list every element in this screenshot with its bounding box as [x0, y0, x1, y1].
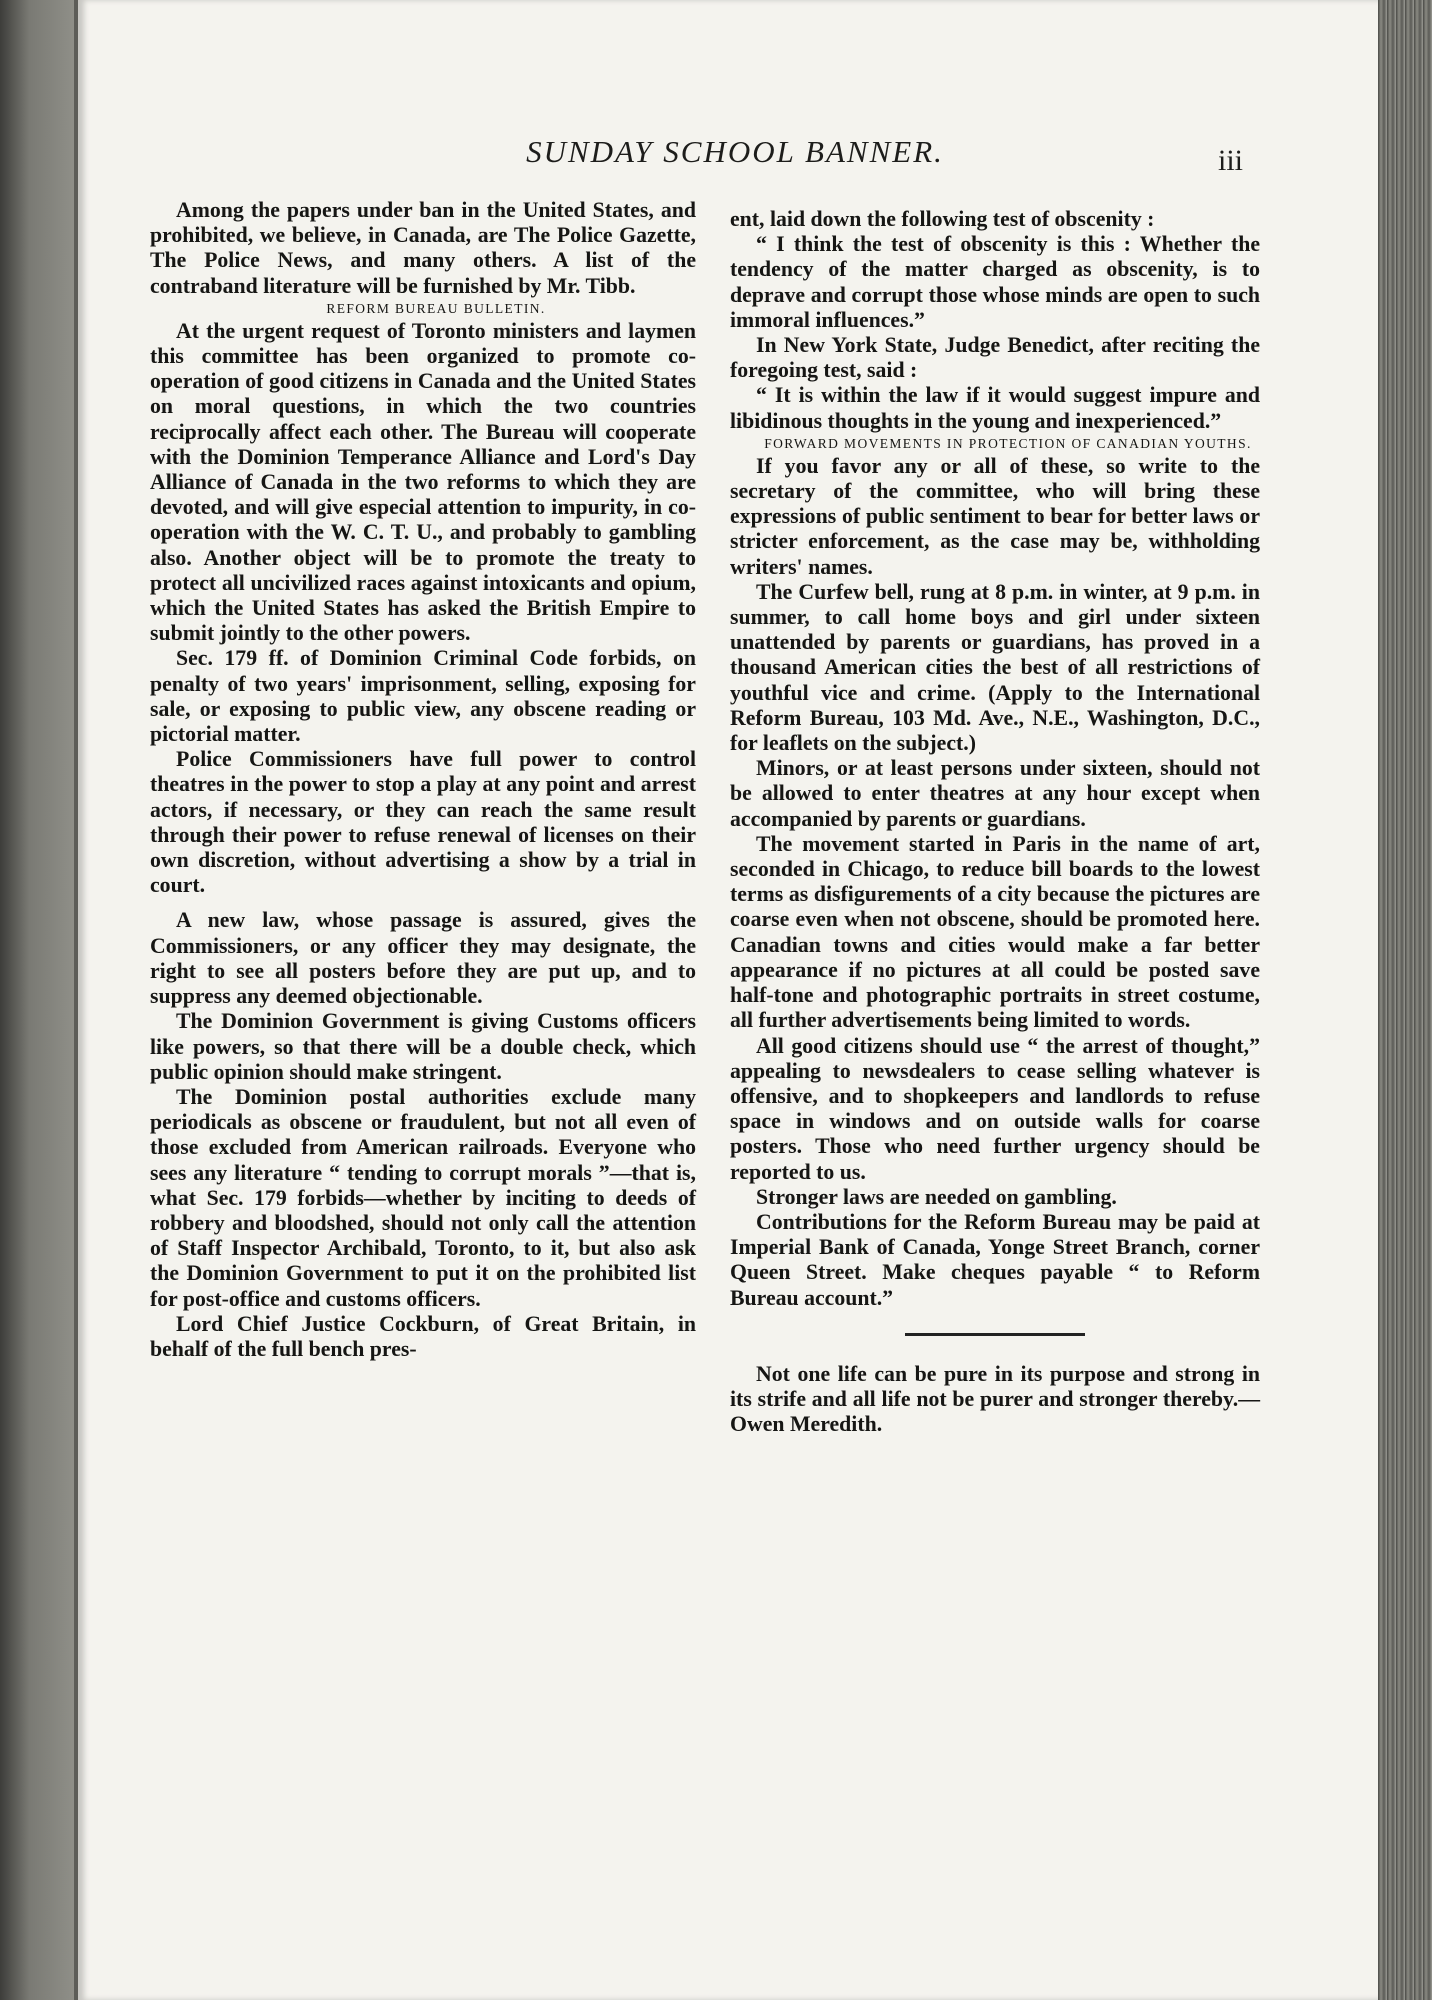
- binding-strip: [0, 0, 74, 2000]
- paragraph: Stronger laws are needed on gambling.: [756, 1184, 1117, 1209]
- closing-quote: Not one life can be pure in its purpose and strong in its strife and all life not be purer and stronger thereby.—Owen Meredith.: [730, 1361, 1260, 1437]
- running-title: SUNDAY SCHOOL BANNER.: [526, 134, 944, 169]
- paragraph: Among the papers under ban in the United States, and prohibited, we believe, in Canada, are The Police Gazette, The Police News, and many others. A list of the contraband literature will be furnished by Mr. Tibb.: [150, 198, 696, 298]
- left-column: [150, 198, 696, 1362]
- paragraph: “ It is within the law if it would suggest impure and libidinous thoughts in the young and inexperienced.”: [730, 383, 1260, 433]
- paragraph: The movement started in Paris in the name of art, seconded in Chicago, to reduce bill boards to the lowest terms as disfigurements of a city because the pictures are coarse even when not obscene, should be promoted here. Canadian towns and cities would make a far better appearance if no pictures at all could be posted save half-tone and photographic portraits in street costume, all further advertisements being limited to words.: [730, 831, 1260, 1033]
- paragraph: All good citizens should use “ the arrest of thought,” appealing to newsdealers to cease selling whatever is offensive, and to shopkeepers and landlords to refuse space in windows and on outside walls for coarse posters. Those who need further urgency should be reported to us.: [730, 1033, 1260, 1184]
- paragraph: ent, laid down the following test of obscenity :: [730, 207, 1155, 231]
- right-column: [730, 207, 1260, 1437]
- section-heading-forward-movements: FORWARD MOVEMENTS IN PROTECTION OF CANADIAN YOUTHS.: [764, 435, 1252, 451]
- paragraph: Contributions for the Reform Bureau may be paid at Imperial Bank of Canada, Yonge Street Branch, corner Queen Street. Make cheques payable “ to Reform Bureau account.”: [730, 1209, 1260, 1310]
- paragraph: Minors, or at least persons under sixteen, should not be allowed to enter theatres at any hour except when accompanied by parents or guardians.: [730, 756, 1260, 831]
- paragraph: A new law, whose passage is assured, gives the Commissioners, or any officer they may designate, the right to see all posters before they are put up, and to suppress any deemed objectionable.: [150, 908, 696, 1009]
- section-heading-reform-bureau: REFORM BUREAU BULLETIN.: [326, 300, 546, 316]
- page-number: iii: [1218, 144, 1244, 177]
- paragraph: The Dominion Government is giving Customs officers like powers, so that there will be a double check, which public opinion should make stringent.: [150, 1009, 696, 1084]
- paragraph: In New York State, Judge Benedict, after reciting the foregoing test, said :: [730, 333, 1260, 383]
- paragraph: The Curfew bell, rung at 8 p.m. in winter, at 9 p.m. in summer, to call home boys and girl under sixteen unattended by parents or guardians, has proved in a thousand American cities the best of all restrictions of youthful vice and crime. (Apply to the International Reform Bureau, 103 Md. Ave., N.E., Washington, D.C., for leaflets on the subject.): [730, 579, 1260, 756]
- page-edge-stack: [1378, 0, 1432, 2000]
- paragraph: Lord Chief Justice Cockburn, of Great Britain, in behalf of the full bench pres-: [150, 1311, 696, 1361]
- divider-rule: [905, 1333, 1085, 1336]
- paragraph: At the urgent request of Toronto ministers and laymen this committee has been organized to promote co-operation of good citizens in Canada and the United States on moral questions, in which the two countries reciprocally affect each other. The Bureau will cooperate with the Dominion Temperance Alliance and Lord's Day Alliance of Canada in the two reforms to which they are devoted, and will give especial attention to impurity, in co-operation with the W. C. T. U., and probably to gambling also. Another object will be to promote the treaty to protect all uncivilized races against intoxicants and opium, which the United States has asked the British Empire to submit jointly to the other powers.: [150, 318, 696, 646]
- paragraph: Sec. 179 ff. of Dominion Criminal Code forbids, on penalty of two years' imprisonment, selling, exposing for sale, or exposing to public view, any obscene reading or pictorial matter.: [150, 646, 696, 747]
- paragraph: Police Commissioners have full power to control theatres in the power to stop a play at any point and arrest actors, if necessary, or they can reach the same result through their power to refuse renewal of licenses on their own discretion, without advertising a show by a trial in court.: [150, 747, 696, 898]
- paragraph: If you favor any or all of these, so write to the secretary of the committee, who will bring these expressions of public sentiment to bear for better laws or stricter enforcement, as the case may be, withholding writers' names.: [730, 453, 1260, 579]
- paragraph: The Dominion postal authorities exclude many periodicals as obscene or fraudulent, but not all even of those excluded from American railroads. Everyone who sees any literature “ tending to corrupt morals ”—that is, what Sec. 179 forbids—whether by inciting to deeds of robbery and bloodshed, should not only call the attention of Staff Inspector Archibald, Toronto, to it, but also ask the Dominion Government to put it on the prohibited list for post-office and customs officers.: [150, 1084, 696, 1311]
- paragraph: “ I think the test of obscenity is this : Whether the tendency of the matter charged as obscenity, is to deprave and corrupt those whose minds are open to such immoral influences.”: [730, 232, 1260, 332]
